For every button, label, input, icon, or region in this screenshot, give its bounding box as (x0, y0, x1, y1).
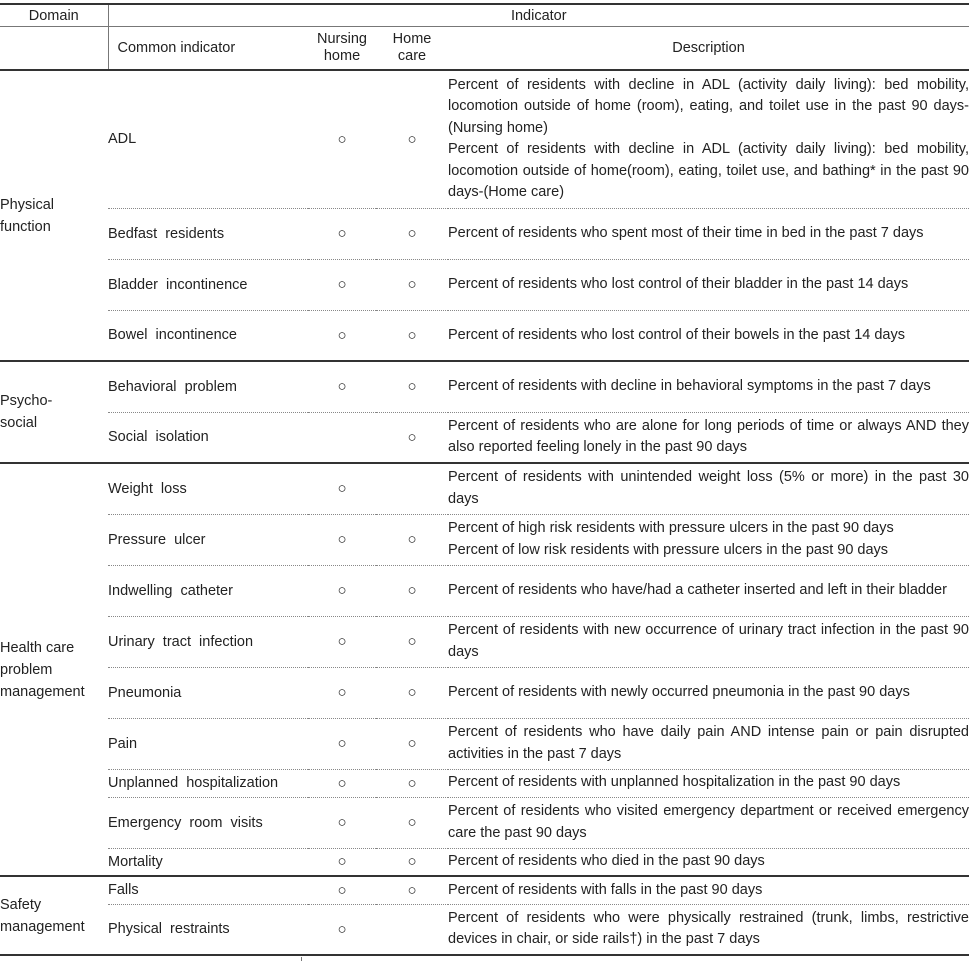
circle-mark-icon: ○ (337, 633, 347, 650)
table-row (0, 208, 969, 259)
nursing-home-mark (308, 876, 376, 904)
domain-line: problem (0, 661, 53, 678)
indicator-description: Percent of residents with falls in the past 90 days (448, 876, 969, 904)
domain-cell (0, 876, 108, 955)
circle-mark-icon: ○ (337, 326, 347, 344)
indicator-description: Percent of high risk residents with pressure ulcers in the past 90 days Percent of low risk residents with pressure ulcers in the past 90 days (448, 514, 969, 565)
table-row (0, 259, 969, 310)
header-common-indicator: Common indicator (108, 27, 308, 71)
indicator-description: Percent of residents who lost control of their bowels in the past 14 days (448, 310, 969, 361)
home-care-mark (376, 259, 448, 310)
table-row (0, 769, 969, 797)
nursing-home-mark (308, 797, 376, 848)
table-row (0, 361, 969, 412)
circle-mark-icon: ○ (337, 225, 347, 242)
indicator-name: Bedfast residents (108, 208, 308, 259)
indicator-name: Physical restraints (108, 904, 308, 955)
domain-line: Physical (0, 196, 54, 213)
nursing-home-mark (308, 463, 376, 514)
circle-mark-icon: ○ (407, 735, 417, 752)
home-care-mark (376, 848, 448, 876)
indicator-name: ADL (108, 70, 308, 208)
circle-mark-icon: ○ (337, 853, 347, 871)
nursing-home-mark (308, 514, 376, 565)
table-row (0, 797, 969, 848)
indicator-description: Percent of residents with unintended weight loss (5% or more) in the past 30 days (448, 463, 969, 514)
nursing-home-mark (308, 848, 376, 876)
indicator-description: Percent of residents who are alone for long periods of time or always AND they also reported feeling lonely in the past 90 days (448, 412, 969, 463)
circle-mark-icon: ○ (407, 881, 417, 899)
domain-line: social (0, 415, 38, 431)
home-care-mark (376, 412, 448, 463)
indicator-description: Percent of residents who died in the past 90 days (448, 848, 969, 876)
circle-mark-icon: ○ (337, 582, 347, 599)
circle-mark-icon: ○ (407, 378, 417, 396)
nursing-home-mark (308, 208, 376, 259)
indicator-name: Emergency room visits (108, 797, 308, 848)
nursing-home-mark (308, 616, 376, 667)
nursing-home-mark (308, 412, 376, 463)
circle-mark-icon: ○ (337, 276, 347, 293)
circle-mark-icon: ○ (407, 531, 417, 548)
circle-mark-icon: ○ (407, 225, 417, 242)
indicator-description: Percent of residents who have/had a catheter inserted and left in their bladder (448, 565, 969, 616)
circle-mark-icon: ○ (337, 735, 347, 752)
circle-mark-icon: ○ (407, 130, 417, 148)
table-row (0, 70, 969, 208)
circle-mark-icon: ○ (337, 480, 347, 498)
table-row (0, 565, 969, 616)
nursing-home-mark (308, 667, 376, 718)
table-row (0, 310, 969, 361)
table-row (0, 412, 969, 463)
header-domain-blank (0, 27, 108, 71)
nursing-home-mark (308, 565, 376, 616)
indicator-description: Percent of residents with newly occurred pneumonia in the past 90 days (448, 667, 969, 718)
header-nursing-home-line2: home (323, 48, 361, 64)
indicator-description: Percent of residents with decline in behavioral symptoms in the past 7 days (448, 361, 969, 412)
home-care-mark (376, 797, 448, 848)
home-care-mark (376, 463, 448, 514)
domain-line: Health care (0, 639, 75, 656)
indicator-description: Percent of residents who visited emergency department or received emergency care the past 90 days (448, 797, 969, 848)
header-indicator: Indicator (108, 4, 969, 27)
table-row (0, 667, 969, 718)
indicator-name: Mortality (108, 848, 308, 876)
circle-mark-icon: ○ (407, 326, 417, 344)
nursing-home-mark (308, 70, 376, 208)
indicator-description: Percent of residents who have daily pain AND intense pain or pain disrupted activities in the past 7 days (448, 718, 969, 769)
domain-line: Psycho- (0, 393, 53, 409)
nursing-home-mark (308, 259, 376, 310)
table-row (0, 514, 969, 565)
header-nursing-home-line1: Nursing (317, 31, 367, 47)
circle-mark-icon: ○ (337, 881, 347, 899)
circle-mark-icon: ○ (337, 774, 347, 792)
circle-mark-icon: ○ (407, 774, 417, 792)
circle-mark-icon: ○ (407, 633, 417, 650)
header-nursing-home (308, 27, 376, 71)
table-row (0, 848, 969, 876)
home-care-mark (376, 208, 448, 259)
home-care-mark (376, 310, 448, 361)
indicator-description: Percent of residents with unplanned hospitalization in the past 90 days (448, 769, 969, 797)
circle-mark-icon: ○ (337, 920, 347, 938)
header-row-2 (0, 27, 969, 71)
indicator-name: Pneumonia (108, 667, 308, 718)
home-care-mark (376, 616, 448, 667)
header-description: Description (448, 27, 969, 71)
indicator-name: Behavioral problem (108, 361, 308, 412)
circle-mark-icon: ○ (337, 531, 347, 548)
home-care-mark (376, 667, 448, 718)
indicator-description: Percent of residents who lost control of their bladder in the past 14 days (448, 259, 969, 310)
header-row-1 (0, 4, 969, 27)
footer-tick (301, 957, 302, 961)
circle-mark-icon: ○ (337, 684, 347, 701)
home-care-mark (376, 514, 448, 565)
table-row (0, 876, 969, 904)
domain-line: management (0, 683, 85, 700)
indicator-description: Percent of residents with new occurrence of urinary tract infection in the past 90 days (448, 616, 969, 667)
domain-cell (0, 463, 108, 876)
header-home-care-line1: Home (392, 31, 432, 47)
circle-mark-icon: ○ (407, 684, 417, 701)
quality-indicator-table (0, 3, 969, 956)
indicator-description: Percent of residents with decline in ADL (activity daily living): bed mobility, locomotion outside of home (room), eating, and toilet use in the past 90 days-(Nursing home) Percent of residents with decline in ADL (activity daily living): bed mobility, locomotion outside of home(room), eating, toilet use, and bathing* in the past 90 days-(Home care) (448, 70, 969, 208)
nursing-home-mark (308, 769, 376, 797)
domain-line: management (0, 918, 85, 935)
circle-mark-icon: ○ (407, 853, 417, 871)
domain-cell (0, 70, 108, 361)
nursing-home-mark (308, 718, 376, 769)
nursing-home-mark (308, 310, 376, 361)
indicator-name: Weight loss (108, 463, 308, 514)
home-care-mark (376, 876, 448, 904)
domain-line: function (0, 218, 51, 235)
table-row (0, 904, 969, 955)
domain-cell (0, 361, 108, 463)
header-home-care-line2: care (397, 48, 427, 64)
table-row (0, 463, 969, 514)
domain-line: Safety (0, 896, 42, 913)
home-care-mark (376, 904, 448, 955)
home-care-mark (376, 718, 448, 769)
indicator-name: Pressure ulcer (108, 514, 308, 565)
indicator-description: Percent of residents who were physically restrained (trunk, limbs, restrictive devices in chair, or side rails†) in the past 7 days (448, 904, 969, 955)
table-row (0, 718, 969, 769)
indicator-name: Urinary tract infection (108, 616, 308, 667)
home-care-mark (376, 361, 448, 412)
indicator-name: Falls (108, 876, 308, 904)
indicator-name: Bladder incontinence (108, 259, 308, 310)
nursing-home-mark (308, 361, 376, 412)
circle-mark-icon: ○ (337, 814, 347, 831)
circle-mark-icon: ○ (337, 130, 347, 148)
indicator-name: Indwelling catheter (108, 565, 308, 616)
indicator-name: Pain (108, 718, 308, 769)
header-home-care (376, 27, 448, 71)
home-care-mark (376, 565, 448, 616)
home-care-mark (376, 70, 448, 208)
table-row (0, 616, 969, 667)
circle-mark-icon: ○ (407, 276, 417, 293)
nursing-home-mark (308, 904, 376, 955)
circle-mark-icon: ○ (407, 814, 417, 831)
indicator-description: Percent of residents who spent most of their time in bed in the past 7 days (448, 208, 969, 259)
circle-mark-icon: ○ (337, 378, 347, 396)
home-care-mark (376, 769, 448, 797)
indicator-name: Social isolation (108, 412, 308, 463)
circle-mark-icon: ○ (407, 428, 417, 446)
header-domain: Domain (0, 4, 108, 27)
circle-mark-icon: ○ (407, 582, 417, 599)
indicator-name: Bowel incontinence (108, 310, 308, 361)
indicator-name: Unplanned hospitalization (108, 769, 308, 797)
